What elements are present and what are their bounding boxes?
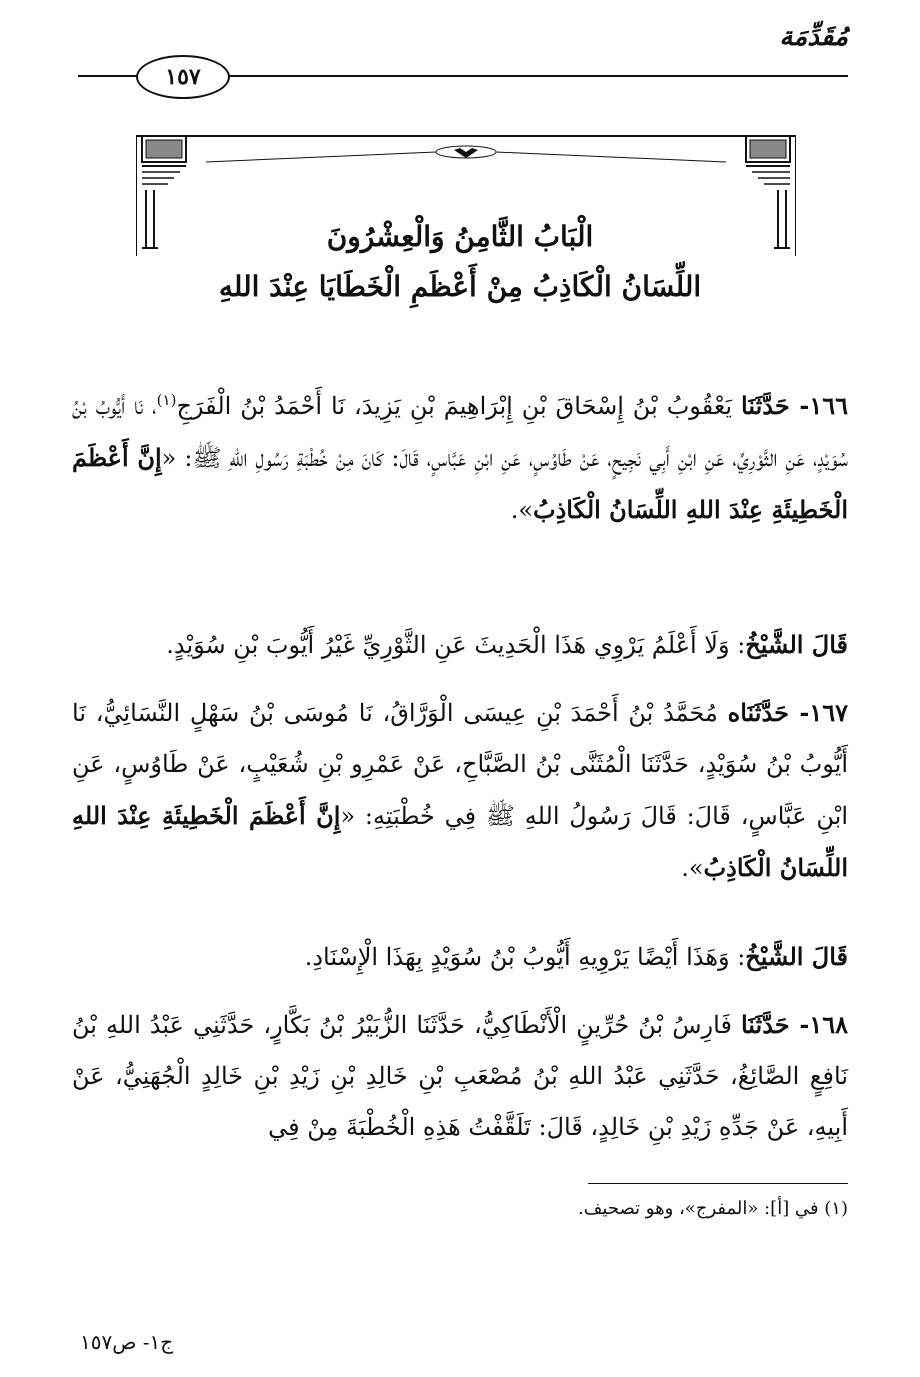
hadith-number-168: ١٦٨- حَدَّثَنَا	[740, 1010, 848, 1039]
paragraph-text: ».	[681, 854, 704, 882]
hadith-matn: إِنَّ أَعْظَمَ الْخَطِيئَةِ عِنْدَ اللهِ اللِّسَانُ الْكَاذِبُ	[72, 443, 848, 524]
paragraph-text: : وَلَا أَعْلَمُ يَرْوِي هَذَا الْحَدِيثَ عَنِ الثَّوْرِيِّ غَيْرُ أَيُّوبَ بْنِ سُوَيْدٍ.	[166, 631, 746, 659]
footnote: (١) في [أ]: «المفرج»، وهو تصحيف.	[578, 1198, 848, 1219]
paragraph-text: ، نَا أَيُّوبُ بْنُ سُوَيْدٍ، عَنِ الثَّوْرِيِّ، عَنِ ابْنِ أَبِي نَجِيحٍ، عَنْ طَاوُسٍ، عَنِ ابْنِ عَبَّاسٍ، قَالَ: كَانَ مِنْ خُطْبَةِ رَسُولِ اللهِ ﷺ: «	[72, 392, 849, 472]
hadith-number-166: ١٦٦- حَدَّثَنَا	[741, 391, 848, 420]
footnote-rule	[588, 1183, 848, 1184]
hadith-paragraph-167	[72, 687, 848, 894]
paragraph-text: مُحَمَّدُ بْنُ أَحْمَدَ بْنِ عِيسَى الْوَرَّاقُ، نَا مُوسَى بْنُ سَهْلٍ النَّسَائِيُّ، نَا أَيُّوبُ بْنُ سُوَيْدٍ، حَدَّثَنَا الْمُثَنَّى بْنُ الصَّبَّاحِ، عَنْ عَمْرِو بْنِ شُعَيْبٍ، عَنْ طَاوُسٍ، عَنِ ابْنِ عَبَّاسٍ، قَالَ: قَالَ رَسُولُ اللهِ ﷺ فِي خُطْبَتِهِ: «	[72, 699, 849, 830]
paragraph-text: يَعْقُوبُ بْنُ إِسْحَاقَ بْنِ إِبْرَاهِيمَ بْنِ يَزِيدَ، نَا أَحْمَدُ بْنُ الْفَرَجِ	[176, 392, 742, 420]
shaykh-comment-1	[72, 619, 848, 671]
hadith-number-167: ١٦٧- حَدَّثَنَاه	[727, 698, 849, 727]
running-title: مُقَدِّمَة	[779, 22, 848, 52]
chapter-subtitle: اللِّسَانُ الْكَاذِبُ مِنْ أَعْظَمِ الْخَطَايَا عِنْدَ اللهِ	[218, 270, 702, 303]
paragraph-text: فَارِسُ بْنُ حُرِّينٍ الْأَنْطَاكِيُّ، حَدَّثَنَا الزُّبَيْرُ بْنُ بَكَّارٍ، حَدَّثَنِي عَبْدُ اللهِ بْنُ نَافِعٍ الصَّائِغُ، حَدَّثَنِي عَبْدُ اللهِ بْنُ مُصْعَبِ بْنِ خَالِدِ بْنِ زَيْدِ بْنِ خَالِدٍ الْجُهَنِيُّ، عَنْ أَبِيهِ، عَنْ جَدِّهِ زَيْدِ بْنِ خَالِدٍ، قَالَ: تَلَقَّفْتُ هَذِهِ الْخُطْبَةَ مِنْ فِي	[72, 1011, 848, 1141]
chapter-title: الْبَابُ الثَّامِنُ وَالْعِشْرُونَ	[326, 220, 594, 253]
paragraph-text: ».	[510, 496, 533, 524]
speaker-label: قَالَ الشَّيْخُ	[745, 630, 848, 659]
shaykh-comment-2	[72, 931, 848, 983]
hadith-paragraph-168	[72, 999, 848, 1153]
page-number-badge	[136, 55, 230, 99]
volume-page-reference: ج١- ص١٥٧	[80, 1330, 174, 1354]
hadith-paragraph-166	[72, 375, 848, 536]
page-number: ١٥٧	[165, 64, 201, 90]
paragraph-text: : وَهَذَا أَيْضًا يَرْوِيهِ أَيُّوبُ بْنُ سُوَيْدٍ بِهَذَا الْإِسْنَادِ.	[304, 943, 746, 971]
hadith-matn: إِنَّ أَعْظَمَ الْخَطِيئَةِ عِنْدَ اللهِ اللِّسَانُ الْكَاذِبُ	[72, 801, 848, 882]
speaker-label: قَالَ الشَّيْخُ	[745, 942, 848, 971]
footnote-marker[interactable]: (١)	[156, 391, 177, 409]
